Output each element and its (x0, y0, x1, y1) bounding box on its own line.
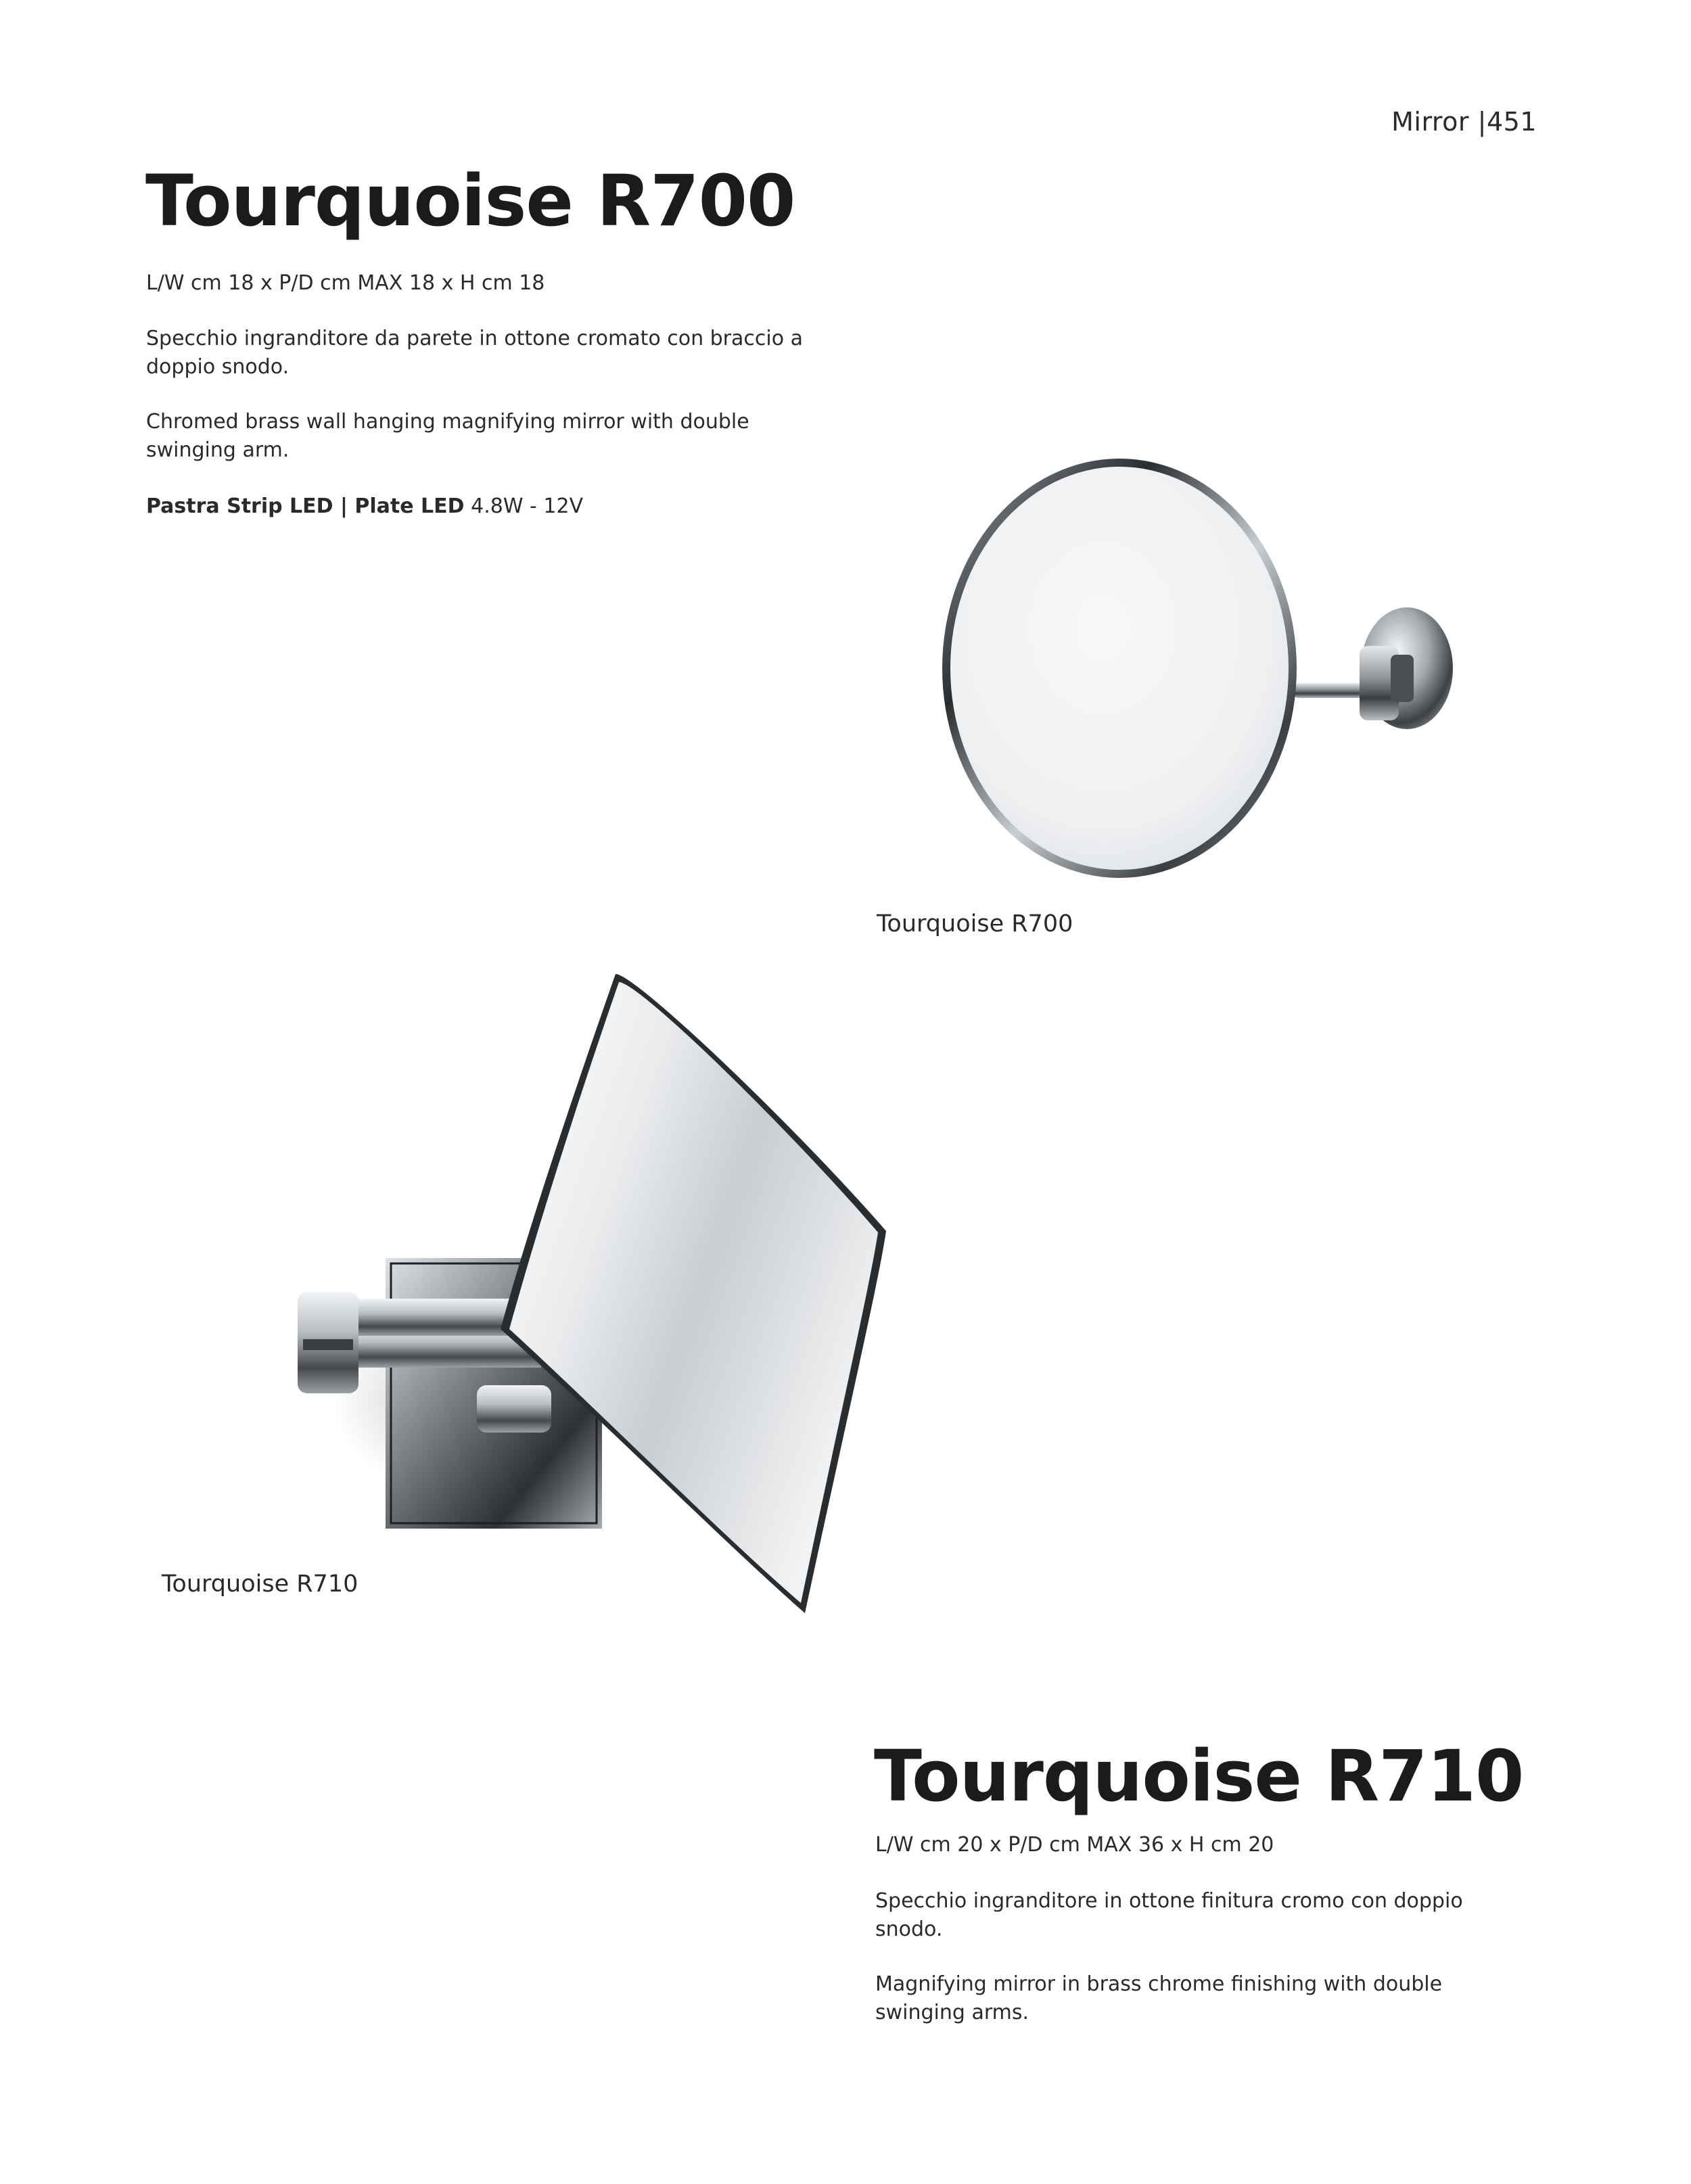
product-image-r700 (927, 453, 1481, 893)
dimensions-r700: L/W cm 18 x P/D cm MAX 18 x H cm 18 (146, 271, 545, 295)
caption-r710: Tourquoise R710 (162, 1571, 358, 1598)
description-it-r710: Specchio ingranditore in ottone finitura cromo con doppio snodo. (875, 1889, 1463, 1941)
header-separator: | (1477, 107, 1487, 137)
description-en-r710: Magnifying mirror in brass chrome finishing with double swinging arms. (875, 1972, 1443, 2024)
dimensions-r710: L/W cm 20 x P/D cm MAX 36 x H cm 20 (875, 1833, 1274, 1857)
section-label: Mirror (1391, 107, 1470, 137)
caption-r700: Tourquoise R700 (877, 910, 1073, 937)
page-number: 451 (1486, 107, 1537, 137)
product-image-r710 (284, 960, 906, 1617)
product-title-r700: Tourquoise R700 (145, 160, 795, 242)
page-header (1391, 107, 1537, 137)
description-en-r700: Chromed brass wall hanging magnifying mirror with double swinging arm. (146, 410, 749, 462)
led-value: 4.8W - 12V (471, 494, 584, 518)
product-title-r710: Tourquoise R710 (874, 1735, 1524, 1817)
tilt-knob (477, 1385, 551, 1433)
description-it-r700: Specchio ingranditore da parete in ottone cromato con braccio a doppio snodo. (146, 327, 804, 379)
led-label: Pastra Strip LED | Plate LED (146, 494, 465, 518)
led-spec-r700 (146, 492, 823, 521)
mirror-glass (950, 467, 1289, 870)
